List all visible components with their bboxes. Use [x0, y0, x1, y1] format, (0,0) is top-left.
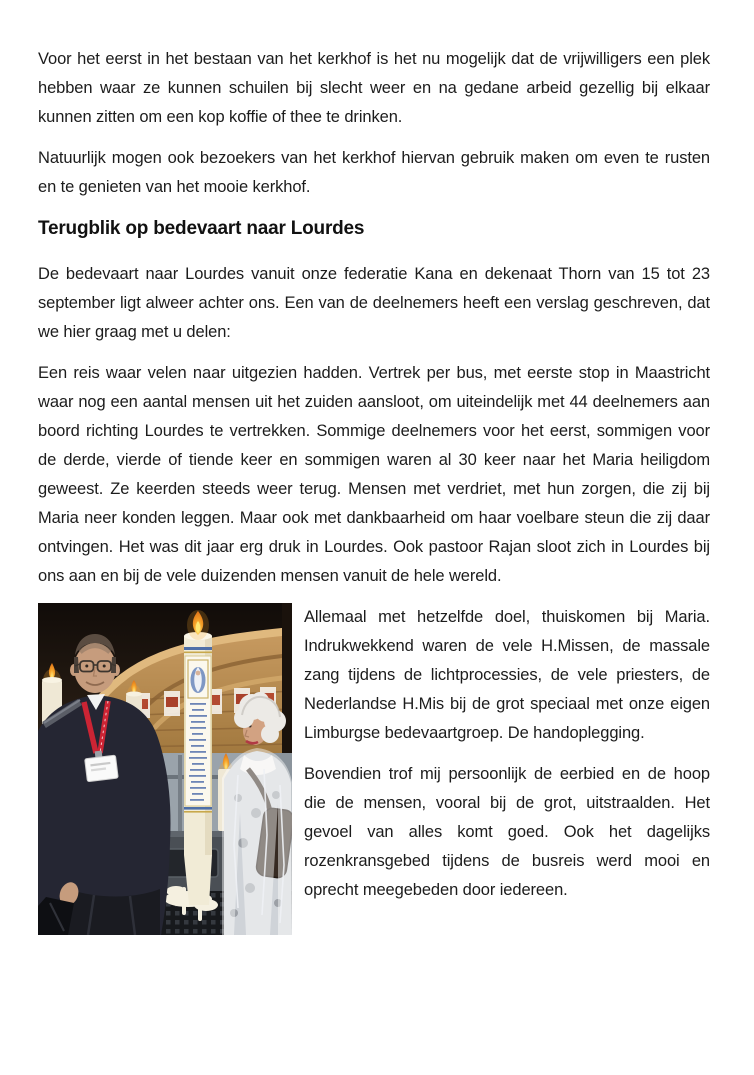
photo-illustration [38, 603, 292, 935]
paragraph-intro-2: Natuurlijk mogen ook bezoekers van het kerkhof hiervan gebruik maken om even te rusten en te genieten van het mooie kerkhof. [38, 149, 710, 196]
paragraph-allemaal: Allemaal met hetzelfde doel, thuiskomen bij Maria. Indrukwekkend waren de vele H.Missen, de massale zang tijdens de lichtprocessies, de vele priesters, de Nederlandse H.Mis bij de grot speciaal met onze eigen Limburgse bedevaartgroep. De handoplegging. [304, 608, 710, 742]
paragraph-bovendien: Bovendien trof mij persoonlijk de eerbied en de hoop die de mensen, vooral bij de grot, uitstraalden. Het gevoel van alles komt goed. Ook het dagelijks rozenkransgebed tijdens de busreis werd mooi en oprecht meegebeden door iedereen. [304, 765, 710, 899]
photo-text-section [38, 603, 710, 935]
paragraph-reisverslag: Een reis waar velen naar uitgezien hadden. Vertrek per bus, met eerste stop in Maastricht waar nog een aantal mensen uit het zuiden aansloot, om uiteindelijk met 44 deelnemers aan boord richting Lourdes te vertrekken. Sommige deelnemers voor het eerst, sommigen voor de derde, vierde of tiende keer en sommigen waren al 30 keer naar het Maria heiligdom geweest. Ze keerden steeds weer terug. Mensen met verdriet, met hun zorgen, die zij bij Maria neer konden leggen. Maar ook met dankbaarheid om haar voelbare steun die zij daar ontvingen. Het was dit jaar erg druk in Lourdes. Ook pastoor Rajan sloot zich in Lourdes bij ons aan en bij de vele duizenden mensen vanuit de hele wereld. [38, 364, 710, 585]
candle-flame [187, 610, 209, 640]
paragraph-intro-1: Voor het eerst in het bestaan van het kerkhof is het nu mogelijk dat de vrijwilligers een plek hebben waar ze kunnen schuilen bij slecht weer en na gedane arbeid gezellig bij elkaar kunnen zitten om een kop koffie of thee te drinken. [38, 50, 710, 126]
photo-side-text [304, 603, 710, 917]
lourdes-candle [184, 632, 212, 905]
paragraph-bedevaart-intro: De bedevaart naar Lourdes vanuit onze federatie Kana en dekenaat Thorn van 15 tot 23 september ligt alweer achter ons. Een van de deelnemers heeft een verslag geschreven, dat we hier graag met u delen: [38, 265, 710, 341]
pilgrims-with-lourdes-candle-photo [38, 603, 292, 935]
section-heading: Terugblik op bedevaart naar Lourdes [38, 218, 365, 239]
